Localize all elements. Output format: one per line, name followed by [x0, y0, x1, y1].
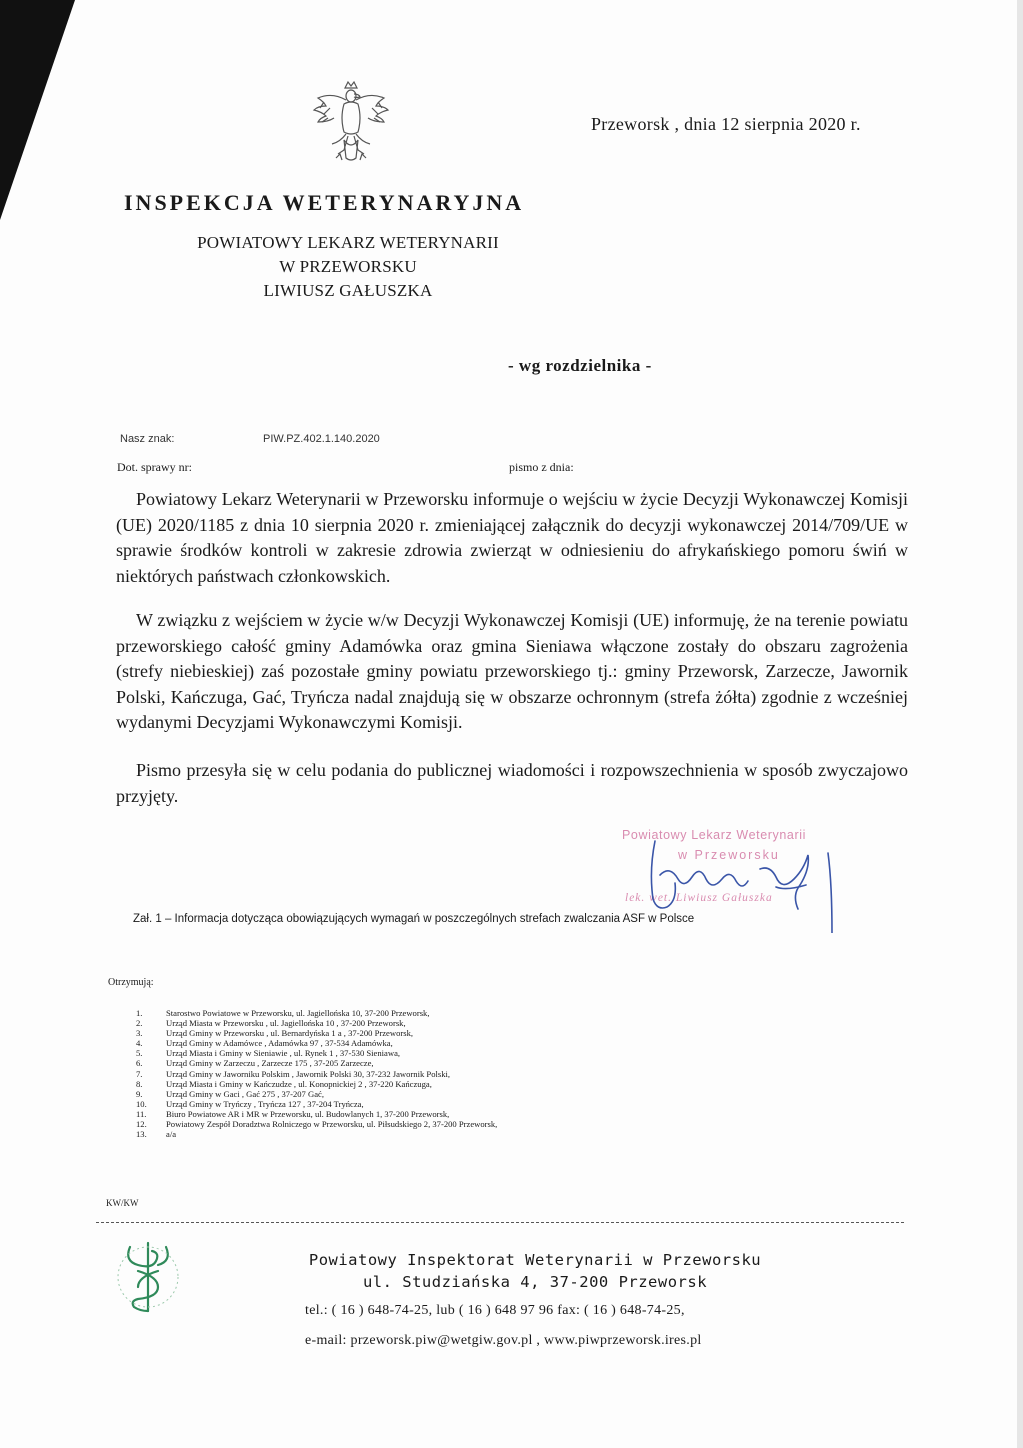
list-item: 4. Urząd Gminy w Adamówce , Adamówka 97 , 37-534 Adamówka, — [136, 1038, 393, 1049]
body-paragraph — [116, 758, 908, 809]
reference-number: PIW.PZ.402.1.140.2020 — [263, 433, 380, 445]
list-item: 13. a/a — [136, 1129, 177, 1140]
letter-date-label: pismo z dnia: — [509, 460, 574, 474]
paragraph-text: Pismo przesyła się w celu podania do publicznej wiadomości i rozpowszechnienia w sposób zwyczajowo przyjęty. — [116, 760, 908, 806]
footer-phone: tel.: ( 16 ) 648-74-25, lub ( 16 ) 648 97 96 fax: ( 16 ) 648-74-25, — [305, 1303, 685, 1318]
list-item: 7. Urząd Gminy w Jaworniku Polskim , Jawornik Polski 30, 37-232 Jawornik Polski, — [136, 1068, 451, 1079]
list-item: 1. Starostwo Powiatowe w Przeworsku, ul. Jagiellońska 10, 37-200 Przeworsk, — [136, 1008, 430, 1018]
official-name: LIWIUSZ GAŁUSZKA — [263, 281, 433, 300]
list-item: 2. Urząd Miasta w Przeworsku , ul. Jagiellońska 10 , 37-200 Przeworsk, — [136, 1018, 406, 1029]
footer-address: ul. Studziańska 4, 37-200 Przeworsk — [362, 1273, 708, 1291]
paragraph-text: W związku z wejściem w życie w/w Decyzji Wykonawczej Komisji (UE) informuję, że na terenie powiatu przeworskiego całość gminy Adamówka oraz gmina Sieniawa włączone zostały do obszaru zagrożenia (strefy niebieskiej) zaś pozostałe gminy powiatu przeworskiego tj.: gminy Przeworsk, Zarzecze, Jawornik Polski, Kańczuga, Gać, Tryńcza nadal znajdują się w obszarze ochronnym (strefa żółta) zgodnie z wcześniej wydanymi Decyzjami Wykonawczymi Komisji. — [116, 610, 908, 732]
recipients-label: Otrzymują: — [108, 977, 154, 988]
list-item: 11. Biuro Powiatowe AR i MR w Przeworsku, ul. Budowlanych 1, 37-200 Przeworsk, — [136, 1108, 450, 1119]
list-item: 8. Urząd Miasta i Gminy w Kańczudze , ul. Konopnickiej 2 , 37-220 Kańczuga, — [136, 1078, 432, 1089]
list-item: 12. Powiatowy Zespół Doradztwa Rolniczego w Przeworsku, ul. Piłsudskiego 2, 37-200 Przeworsk, — [136, 1119, 498, 1130]
institution-title: INSPEKCJA WETERYNARYJNA — [124, 190, 525, 215]
paragraph-text: Powiatowy Lekarz Weterynarii w Przeworsku informuje o wejściu w życie Decyzji Wykonawczej Komisji (UE) 2020/1185 z dnia 10 sierpnia 2020 r. zmieniającej załącznik do decyzji wykonawczej 2014/709/UE w sprawie środków kontroli w zakresie zdrowia zwierząt w odniesieniu do afrykańskiego pomoru świń w niektórych państwach członkowskich. — [116, 489, 908, 586]
list-item: 5. Urząd Miasta i Gminy w Sieniawie , ul. Rynek 1 , 37-530 Sieniawa, — [136, 1048, 401, 1059]
polish-eagle-emblem-icon — [310, 78, 392, 170]
official-title: POWIATOWY LEKARZ WETERYNARII — [197, 233, 499, 252]
scan-edge — [1017, 0, 1023, 1448]
body-paragraph — [116, 487, 908, 589]
list-item: 6. Urząd Gminy w Zarzeczu , Zarzecze 175 , 37-205 Zarzecze, — [136, 1058, 374, 1069]
attachment-note: Zał. 1 – Informacja dotycząca obowiązujących wymagań w poszczególnych strefach zwalczania ASF w Polsce — [133, 913, 695, 925]
official-location: W PRZEWORSKU — [279, 257, 417, 276]
date-line: Przeworsk , dnia 12 sierpnia 2020 r. — [591, 114, 861, 134]
footer-contact: e-mail: przeworsk.piw@wetgiw.gov.pl , www.piwprzeworsk.ires.pl — [305, 1333, 702, 1348]
author-initials: KW/KW — [106, 1198, 139, 1208]
veterinary-caduceus-logo-icon — [116, 1237, 180, 1317]
list-item: 3. Urząd Gminy w Przeworsku , ul. Bernardyńska 1 a , 37-200 Przeworsk, — [136, 1028, 414, 1039]
footer-divider — [96, 1222, 904, 1223]
list-item: 10. Urząd Gminy w Tryńczy , Tryńcza 127 , 37-204 Tryńcza, — [136, 1098, 364, 1109]
footer-institution: Powiatowy Inspektorat Weterynarii w Przeworsku — [308, 1251, 762, 1269]
stamp-line: w Przeworsku — [678, 848, 780, 862]
body-paragraph — [116, 608, 908, 736]
recipients-list — [112, 1008, 497, 1139]
reference-label: Nasz znak: — [120, 433, 175, 445]
distribution-note: - wg rozdzielnika - — [508, 356, 652, 375]
case-number-label: Dot. sprawy nr: — [117, 460, 192, 474]
list-item: 9. Urząd Gminy w Gaci , Gać 275 , 37-207 Gać, — [136, 1088, 324, 1099]
stamp-line: lek. wet. Liwiusz Gałuszka — [625, 892, 773, 904]
scan-corner-shadow — [0, 0, 75, 220]
stamp-line: Powiatowy Lekarz Weterynarii — [622, 828, 806, 842]
